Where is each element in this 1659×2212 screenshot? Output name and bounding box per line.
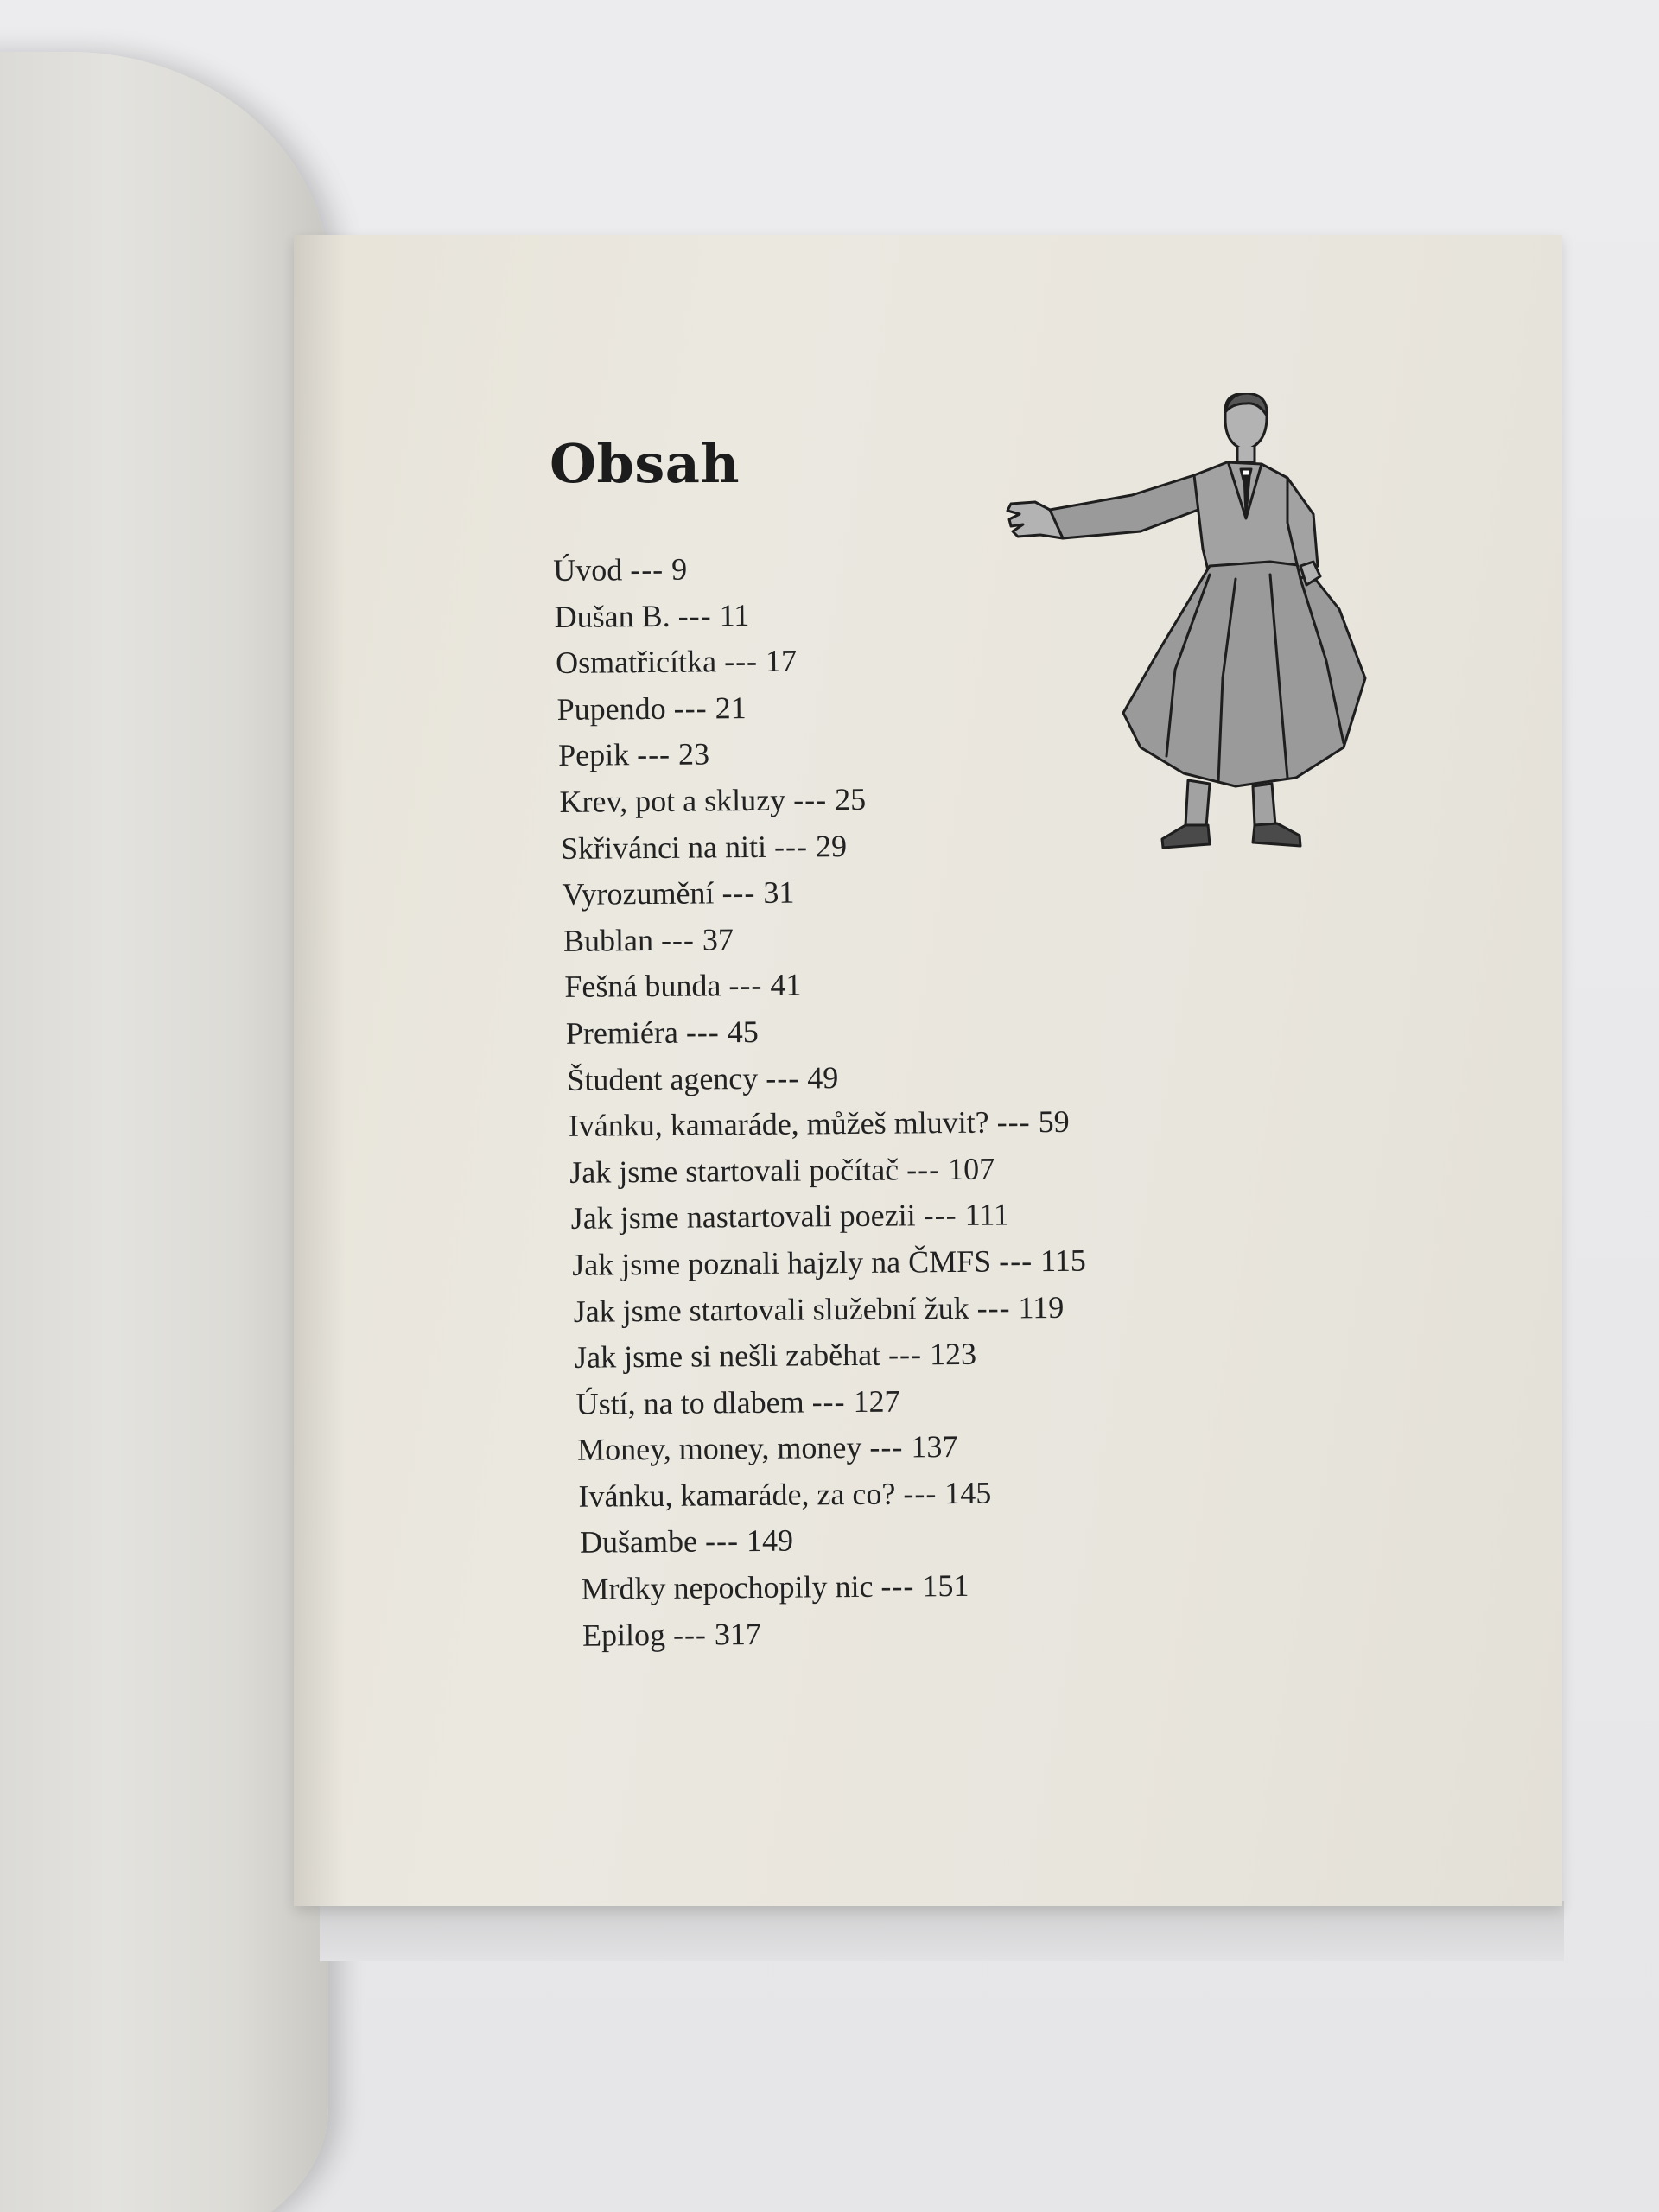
toc-separator: --- xyxy=(923,1198,957,1233)
toc-entry-page: 37 xyxy=(702,921,734,957)
toc-entry-title: Ústí, na to dlabem xyxy=(575,1384,804,1421)
toc-entry xyxy=(559,1284,1086,1335)
toc-entry-page: 49 xyxy=(807,1059,839,1095)
toc-separator: --- xyxy=(792,782,828,817)
toc-entry-title: Money, money, money xyxy=(576,1430,862,1468)
toc-entry-title: Jak jsme si nešli zaběhat xyxy=(575,1337,881,1375)
toc-entry-title: Skřivánci na niti xyxy=(560,829,767,866)
toc-entry-page: 119 xyxy=(1018,1289,1065,1325)
toc-entry xyxy=(562,1516,1089,1567)
toc-entry-page: 45 xyxy=(727,1014,759,1050)
toc-entry-page: 21 xyxy=(715,690,747,726)
toc-separator: --- xyxy=(721,875,756,911)
gutter-shadow xyxy=(294,235,346,1906)
toc-separator: --- xyxy=(976,1289,1011,1325)
toc-entry-title: Jak jsme poznali hajzly na ČMFS xyxy=(572,1243,992,1282)
toc-separator: --- xyxy=(811,1383,846,1420)
toc-entry-page: 111 xyxy=(964,1197,1010,1233)
toc-separator: --- xyxy=(685,1014,720,1050)
toc-separator: --- xyxy=(887,1337,923,1372)
toc-entry-title: Dušan B. xyxy=(554,598,671,634)
toc-entry xyxy=(561,1470,1088,1521)
toc-entry xyxy=(553,589,1080,640)
toc-separator: --- xyxy=(880,1568,915,1604)
toc-separator: --- xyxy=(677,597,712,633)
toc-entry-page: 127 xyxy=(853,1383,900,1419)
toc-separator: --- xyxy=(906,1151,941,1187)
toc-separator: --- xyxy=(869,1429,904,1465)
toc-separator: --- xyxy=(704,1523,740,1559)
toc-entry-page: 115 xyxy=(1039,1243,1086,1279)
toc-entry-page: 145 xyxy=(944,1475,992,1510)
toc-entry-title: Fešná bunda xyxy=(564,968,721,1005)
toc-entry xyxy=(556,913,1084,964)
toc-entry-title: Vyrozumění xyxy=(562,875,715,912)
toc-entry-title: Jak jsme startovali služební žuk xyxy=(573,1290,969,1329)
toc-entry xyxy=(558,1099,1085,1150)
toc-entry-page: 149 xyxy=(746,1523,794,1559)
toc-title: Obsah xyxy=(550,432,741,495)
toc-entry xyxy=(559,1238,1086,1289)
toc-entry-title: Bublan xyxy=(563,922,654,958)
toc-entry xyxy=(558,1145,1085,1196)
toc-entry-title: Jak jsme nastartovali poezii xyxy=(570,1198,916,1236)
toc-entry xyxy=(560,1331,1087,1382)
toc-entry-page: 23 xyxy=(677,736,710,772)
toc-entry xyxy=(556,960,1084,1011)
toc-entry-title: Úvod xyxy=(553,552,623,588)
toc-separator: --- xyxy=(903,1476,938,1511)
toc-entry-page: 9 xyxy=(671,551,688,587)
toc-entry xyxy=(557,1007,1084,1058)
toc-entry xyxy=(563,1608,1090,1659)
toc-entry-page: 31 xyxy=(763,874,795,911)
toc-entry xyxy=(562,1562,1089,1613)
man-in-coat-illustration xyxy=(1002,393,1382,860)
toc-entry-title: Osmatřicítka xyxy=(555,644,717,681)
toc-entry-title: Epilog xyxy=(582,1617,666,1653)
toc-entry xyxy=(561,1423,1088,1474)
toc-entry-page: 17 xyxy=(765,643,798,679)
toc-separator: --- xyxy=(996,1104,1031,1140)
toc-entry-page: 25 xyxy=(834,781,867,817)
toc-entry-title: Jak jsme startovali počítač xyxy=(569,1152,899,1190)
toc-entry-title: Premiéra xyxy=(565,1014,679,1051)
toc-separator: --- xyxy=(660,922,696,957)
toc-entry-page: 41 xyxy=(770,967,802,1003)
left-page xyxy=(0,52,328,2212)
toc-entry xyxy=(553,543,1080,594)
toc-separator: --- xyxy=(630,551,664,588)
toc-entry-title: Ivánku, kamaráde, můžeš mluvit? xyxy=(568,1104,989,1143)
toc-separator: --- xyxy=(672,1617,708,1652)
toc-entry-page: 29 xyxy=(815,828,848,863)
toc-separator: --- xyxy=(773,829,809,864)
toc-entry-page: 151 xyxy=(922,1567,969,1604)
toc-entry-title: Dušambe xyxy=(579,1524,698,1560)
toc-entry-page: 59 xyxy=(1038,1103,1070,1140)
toc-entry-page: 317 xyxy=(714,1616,762,1652)
toc-entry-page: 107 xyxy=(947,1151,995,1186)
toc-separator: --- xyxy=(999,1243,1033,1279)
toc-entry-title: Pepik xyxy=(557,737,630,773)
toc-separator: --- xyxy=(636,737,671,772)
toc-entry xyxy=(556,868,1083,918)
toc-separator: --- xyxy=(723,644,759,679)
toc-entry xyxy=(559,1192,1086,1243)
toc-entry-title: Mrdky nepochopily nic xyxy=(581,1568,874,1606)
toc-entry-title: Ivánku, kamaráde, za co? xyxy=(578,1476,896,1514)
toc-entry-title: Krev, pot a skluzy xyxy=(559,782,786,819)
toc-entry xyxy=(557,1052,1084,1103)
toc-entry-title: Študent agency xyxy=(567,1060,759,1097)
toc-entry-page: 137 xyxy=(911,1429,958,1465)
toc-separator: --- xyxy=(728,968,763,1003)
toc-entry-title: Pupendo xyxy=(556,690,666,727)
toc-entry-page: 11 xyxy=(719,597,750,632)
toc-separator: --- xyxy=(766,1060,800,1096)
toc-entry-page: 123 xyxy=(929,1336,977,1372)
toc-separator: --- xyxy=(673,690,708,726)
toc-entry xyxy=(560,1376,1087,1427)
page-edge xyxy=(320,1901,1564,1961)
